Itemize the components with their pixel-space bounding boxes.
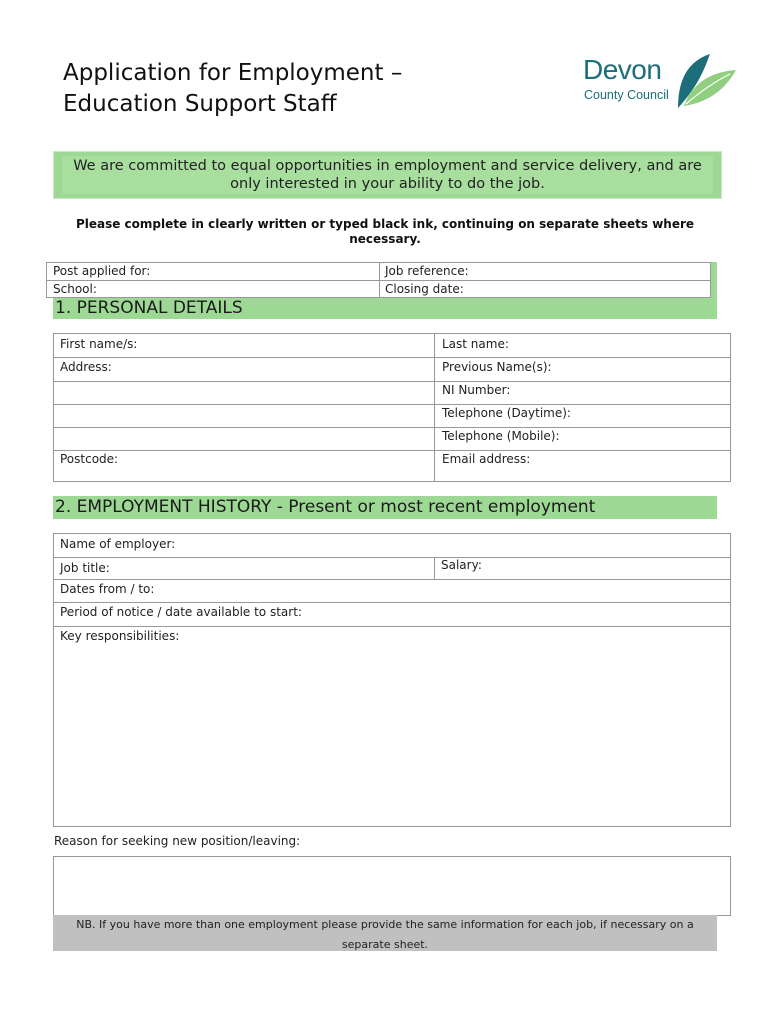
title-line-1: Application for Employment – <box>63 60 403 86</box>
previous-names-field[interactable]: Previous Name(s): <box>442 360 552 374</box>
salary-field[interactable]: Salary: <box>441 558 482 572</box>
title-line-2: Education Support Staff <box>63 91 337 117</box>
ni-number-field[interactable]: NI Number: <box>442 383 511 397</box>
equal-opportunities-banner <box>53 151 722 199</box>
nb-note: NB. If you have more than one employment please provide the same information for each job, if necessary on a separate sheet. <box>53 915 717 951</box>
school-field[interactable]: School: <box>53 282 97 296</box>
job-reference-field[interactable]: Job reference: <box>385 264 469 278</box>
dates-field[interactable]: Dates from / to: <box>60 582 155 596</box>
section-1-title: 1. PERSONAL DETAILS <box>55 298 243 318</box>
logo-subtitle: County Council <box>584 88 669 102</box>
page-title <box>63 58 483 120</box>
key-responsibilities-field[interactable]: Key responsibilities: <box>60 629 180 643</box>
employment-history-table <box>53 533 731 827</box>
telephone-daytime-field[interactable]: Telephone (Daytime): <box>442 406 571 420</box>
devon-county-council-logo <box>580 52 740 114</box>
section-2-title: 2. EMPLOYMENT HISTORY - Present or most recent employment <box>53 496 717 519</box>
post-applied-table <box>46 262 711 298</box>
telephone-mobile-field[interactable]: Telephone (Mobile): <box>442 429 560 443</box>
instructions-text: Please complete in clearly written or typed black ink, continuing on separate sheets where necessary. <box>75 217 695 246</box>
notice-period-field[interactable]: Period of notice / date available to start: <box>60 605 302 619</box>
banner-text: We are committed to equal opportunities in employment and service delivery, and are only interested in your ability to do the job. <box>73 158 702 192</box>
leaf-icon <box>676 52 738 110</box>
postcode-field[interactable]: Postcode: <box>60 452 119 466</box>
logo-wordmark: Devon <box>583 54 662 85</box>
first-name-field[interactable]: First name/s: <box>60 337 138 351</box>
job-title-field[interactable]: Job title: <box>60 561 110 575</box>
address-field[interactable]: Address: <box>60 360 112 374</box>
closing-date-field[interactable]: Closing date: <box>385 282 464 296</box>
reason-input-box[interactable] <box>53 856 731 916</box>
last-name-field[interactable]: Last name: <box>442 337 509 351</box>
employer-name-field[interactable]: Name of employer: <box>60 537 176 551</box>
post-applied-field[interactable]: Post applied for: <box>53 264 151 278</box>
reason-label: Reason for seeking new position/leaving: <box>54 834 301 848</box>
email-field[interactable]: Email address: <box>442 452 531 466</box>
personal-details-table <box>53 333 731 482</box>
